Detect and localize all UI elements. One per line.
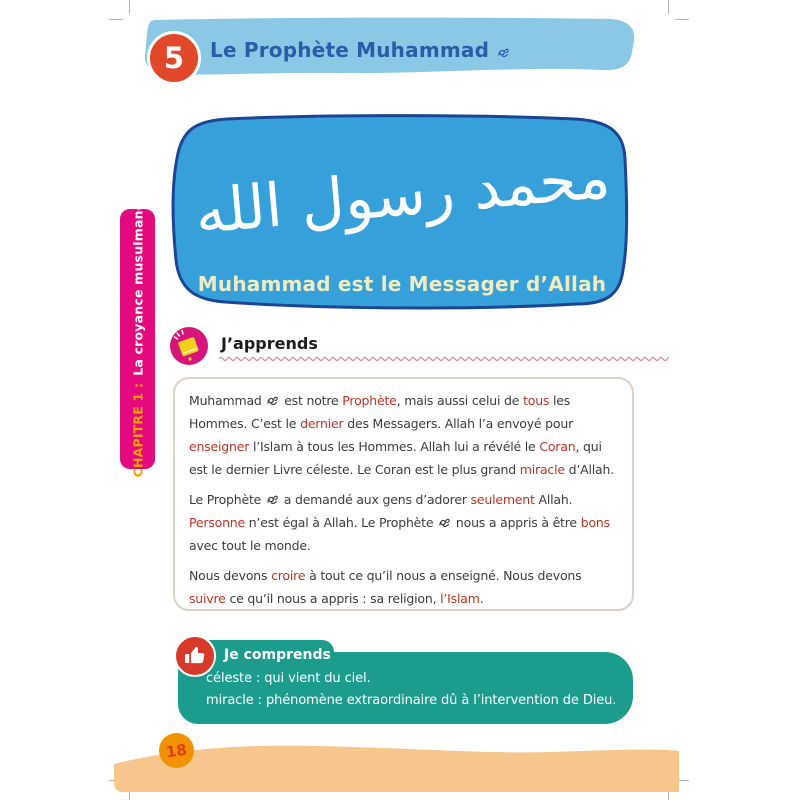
- chapter-tab: [120, 201, 155, 477]
- page-number-badge: [159, 733, 194, 768]
- chapter-tab-text: [130, 201, 145, 477]
- definitions-list: [206, 668, 621, 712]
- footer-wave-shape: [113, 736, 679, 792]
- thumbs-up-icon: [183, 644, 207, 668]
- definition-celeste: céleste : qui vient du ciel.: [206, 671, 371, 686]
- pbuh-seal-icon: [497, 47, 510, 58]
- lesson-number: 5: [163, 41, 185, 75]
- page-title: Le Prophète Muhammad: [210, 38, 630, 62]
- learn-paragraph: Le Prophète a demandé aux gens d’adorer seulement Allah. Personne n’est égal à Allah. Le Prophète nous a appris à être bons avec tout le monde.: [189, 492, 610, 553]
- crop-mark: [109, 19, 123, 20]
- pbuh-seal-icon: [266, 494, 279, 505]
- lesson-number-badge: [147, 31, 201, 85]
- crop-mark: [668, 0, 669, 14]
- wavy-underline: [219, 355, 669, 363]
- pbuh-seal-icon: [438, 517, 451, 528]
- learn-paragraph: Muhammad est notre Prophète, mais aussi celui de tous les Hommes. C’est le dernier des Messagers. Allah l’a envoyé pour enseigner l’Islam à tous les Hommes. Allah lui a révélé le Coran, qui est le dernier Livre céleste. Le Coran est le plus grand miracle d’Allah.: [189, 393, 615, 477]
- learn-badge: [170, 327, 208, 365]
- crop-mark: [675, 19, 689, 20]
- hero-caption: Muhammad est le Messager d’Allah: [197, 272, 607, 296]
- definition-miracle: miracle : phénomène extraordinaire dû à l’intervention de Dieu.: [206, 693, 617, 708]
- crop-mark: [129, 0, 130, 14]
- chapter-name: La croyance musulmane: [130, 201, 146, 376]
- pbuh-seal-icon: [266, 395, 279, 406]
- learn-heading: J’apprends: [221, 334, 318, 353]
- comprehend-heading: Je comprends: [186, 640, 334, 670]
- book-icon: [170, 327, 208, 365]
- arabic-calligraphy: محمد رسول الله: [192, 142, 613, 248]
- learn-paragraphs: [189, 389, 618, 610]
- chapter-number: CHAPITRE 1 :: [130, 382, 146, 477]
- learn-text-box: [173, 377, 634, 611]
- learn-paragraph: Nous devons croire à tout ce qu’il nous a enseigné. Nous devons suivre ce qu’il nous a appris : sa religion, l’Islam.: [189, 568, 582, 606]
- page-number: 18: [164, 740, 189, 761]
